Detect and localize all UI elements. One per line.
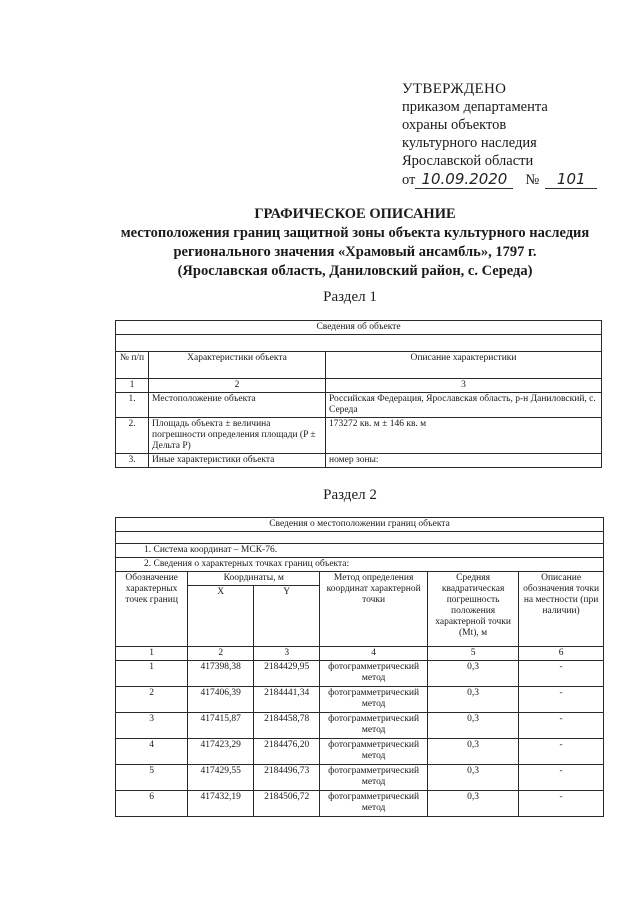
point-x: 417423,29 <box>188 739 254 765</box>
date-prefix: от <box>402 172 416 188</box>
header-method: Метод определения координат характерной точки <box>320 572 428 647</box>
table-caption-row <box>116 321 602 335</box>
approval-line: приказом департамента <box>402 99 548 115</box>
point-method: фотограмметрический метод <box>320 687 428 713</box>
document-title <box>60 205 640 281</box>
spacer-cell <box>116 335 602 352</box>
row-desc: номер зоны: <box>326 454 602 468</box>
table-row <box>116 791 604 817</box>
point-y: 2184506,72 <box>254 791 320 817</box>
point-desc: - <box>519 713 604 739</box>
point-x: 417415,87 <box>188 713 254 739</box>
point-x: 417429,55 <box>188 765 254 791</box>
header-designation: Обозначение характерных точек границ <box>116 572 188 647</box>
table-row <box>116 393 602 418</box>
point-mt: 0,3 <box>428 661 519 687</box>
col-number: 6 <box>519 647 604 661</box>
row-char: Площадь объекта ± величина погрешности определения площади (P ± Дельта P) <box>149 418 326 454</box>
title-line: ГРАФИЧЕСКОЕ ОПИСАНИЕ <box>254 206 456 222</box>
col-number: 1 <box>116 379 149 393</box>
number-value: 101 <box>545 170 597 189</box>
point-mt: 0,3 <box>428 713 519 739</box>
table-row <box>116 454 602 468</box>
header-error: Средняя квадратическая погрешность положения характерной точки (Mt), м <box>428 572 519 647</box>
boundary-points-table <box>115 517 604 817</box>
point-id: 3 <box>116 713 188 739</box>
point-desc: - <box>519 739 604 765</box>
point-y: 2184458,78 <box>254 713 320 739</box>
coord-system-row <box>116 544 604 558</box>
point-id: 6 <box>116 791 188 817</box>
header-row <box>116 352 602 379</box>
point-x: 417432,19 <box>188 791 254 817</box>
header-desc: Описание характеристики <box>326 352 602 379</box>
point-method: фотограмметрический метод <box>320 739 428 765</box>
table-row <box>116 418 602 454</box>
point-x: 417398,38 <box>188 661 254 687</box>
row-char: Местоположение объекта <box>149 393 326 418</box>
object-info-table <box>115 320 602 468</box>
header-coords: Координаты, м <box>188 572 320 586</box>
col-number: 1 <box>116 647 188 661</box>
points-caption: 2. Сведения о характерных точках границ объекта: <box>116 558 604 572</box>
spacer-row <box>116 335 602 352</box>
col-number-row <box>116 379 602 393</box>
point-y: 2184496,73 <box>254 765 320 791</box>
point-mt: 0,3 <box>428 791 519 817</box>
col-number: 3 <box>254 647 320 661</box>
approval-heading: УТВЕРЖДЕНО <box>402 81 507 97</box>
row-char: Иные характеристики объекта <box>149 454 326 468</box>
col-number: 3 <box>326 379 602 393</box>
number-prefix: № <box>525 172 540 188</box>
point-method: фотограмметрический метод <box>320 661 428 687</box>
table-row <box>116 765 604 791</box>
row-num: 3. <box>116 454 149 468</box>
table-caption: Сведения о местоположении границ объекта <box>116 518 604 532</box>
point-y: 2184429,95 <box>254 661 320 687</box>
date-value: 10.09.2020 <box>415 170 513 189</box>
table-row <box>116 661 604 687</box>
point-desc: - <box>519 791 604 817</box>
point-y: 2184441,34 <box>254 687 320 713</box>
header-char: Характеристики объекта <box>149 352 326 379</box>
point-id: 4 <box>116 739 188 765</box>
header-y: Y <box>254 586 320 647</box>
point-id: 2 <box>116 687 188 713</box>
point-id: 5 <box>116 765 188 791</box>
table-row <box>116 687 604 713</box>
section2-title: Раздел 2 <box>323 487 377 503</box>
col-number: 5 <box>428 647 519 661</box>
point-method: фотограмметрический метод <box>320 765 428 791</box>
table-row <box>116 739 604 765</box>
spacer-cell <box>116 532 604 544</box>
col-number: 2 <box>149 379 326 393</box>
title-line: регионального значения «Храмовый ансамбль», 1797 г. <box>173 244 537 260</box>
title-line: местоположения границ защитной зоны объекта культурного наследия <box>120 225 590 241</box>
point-desc: - <box>519 765 604 791</box>
approval-line: Ярославской области <box>402 153 534 169</box>
row-desc: Российская Федерация, Ярославская область, р-н Даниловский, с. Середа <box>326 393 602 418</box>
point-mt: 0,3 <box>428 739 519 765</box>
col-number-row <box>116 647 604 661</box>
col-number: 4 <box>320 647 428 661</box>
header-row <box>116 572 604 586</box>
point-method: фотограмметрический метод <box>320 713 428 739</box>
header-x: X <box>188 586 254 647</box>
point-desc: - <box>519 661 604 687</box>
row-num: 2. <box>116 418 149 454</box>
point-y: 2184476,20 <box>254 739 320 765</box>
section1-title: Раздел 1 <box>323 289 377 305</box>
col-number: 2 <box>188 647 254 661</box>
approval-line: охраны объектов <box>402 117 507 133</box>
approval-line: культурного наследия <box>402 135 537 151</box>
point-desc: - <box>519 687 604 713</box>
coord-system: 1. Система координат – МСК-76. <box>116 544 604 558</box>
points-caption-row <box>116 558 604 572</box>
point-method: фотограмметрический метод <box>320 791 428 817</box>
point-mt: 0,3 <box>428 687 519 713</box>
table-caption: Сведения об объекте <box>116 321 602 335</box>
row-desc: 173272 кв. м ± 146 кв. м <box>326 418 602 454</box>
row-num: 1. <box>116 393 149 418</box>
approval-block <box>402 80 597 189</box>
approval-date-line <box>402 170 597 189</box>
table-row <box>116 713 604 739</box>
point-mt: 0,3 <box>428 765 519 791</box>
title-line: (Ярославская область, Даниловский район, с. Середа) <box>177 263 533 279</box>
header-description: Описание обозначения точки на местности (при наличии) <box>519 572 604 647</box>
table-caption-row <box>116 518 604 532</box>
header-num: № п/п <box>116 352 149 379</box>
point-id: 1 <box>116 661 188 687</box>
point-x: 417406,39 <box>188 687 254 713</box>
spacer-row <box>116 532 604 544</box>
